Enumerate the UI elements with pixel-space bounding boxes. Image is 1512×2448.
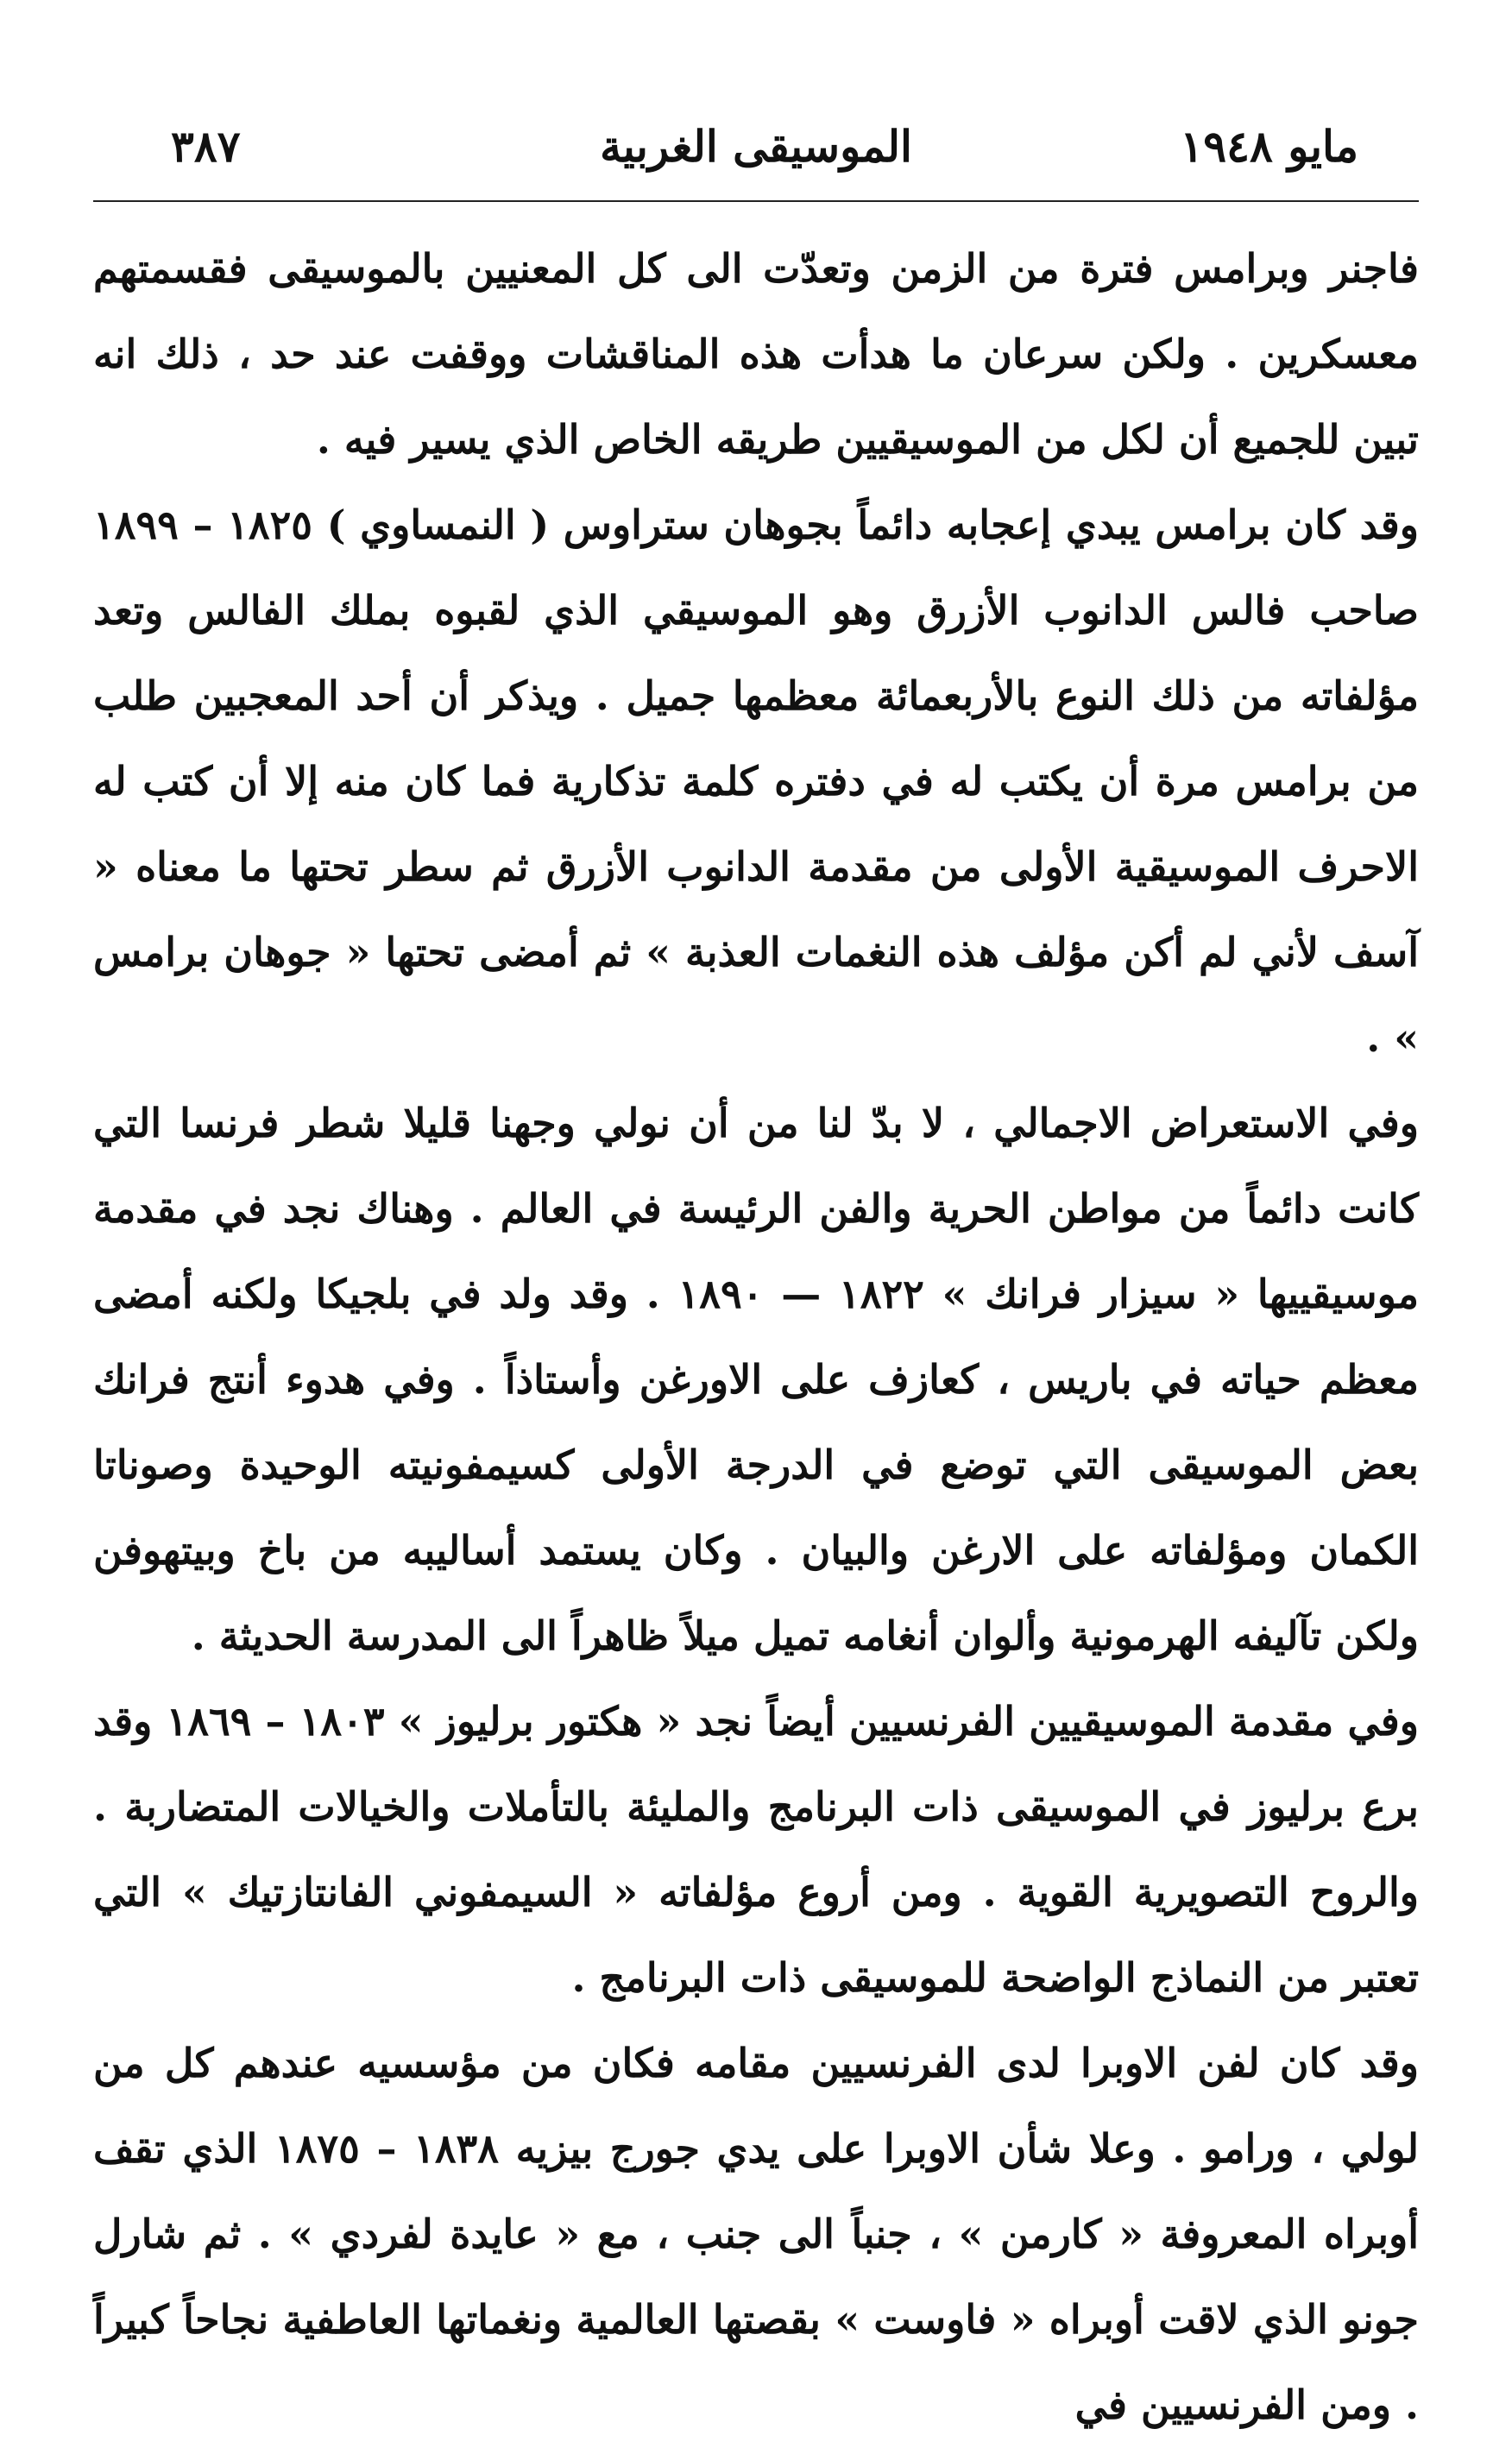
article-body <box>93 226 1419 2448</box>
header-rule <box>93 200 1419 202</box>
page-number: ٣٨٧ <box>171 121 241 172</box>
running-header <box>93 112 1419 190</box>
paragraph-5: وقد كان لفن الاوبرا لدى الفرنسيين مقامه فكان من مؤسسيه عندهم كل من لولي ، ورامو . وعلا شأن الاوبرا على يدي جورج بيزيه ١٨٣٨ – ١٨٧٥ الذي تقف أوبراه المعروفة « كارمن » ، جنباً الى جنب ، مع « عايدة لفردي » . ثم شارل جونو الذي لاقت أوبراه « فاوست » بقصتها العالمية ونغماتها العاطفية نجاحاً كبيراً . ومن الفرنسيين في <box>93 2040 1420 2428</box>
paragraph-4: وفي مقدمة الموسيقيين الفرنسيين أيضاً نجد « هكتور برليوز » ١٨٠٣ – ١٨٦٩ وقد برع برليوز في الموسيقى ذات البرنامج والمليئة بالتأملات والخيالات المتضاربة . والروح التصويرية القوية . ومن أروع مؤلفاته « السيمفوني الفانتازتيك » التي تعتبر من النماذج الواضحة للموسيقى ذات البرنامج . <box>93 1698 1420 2001</box>
header-title: الموسيقى الغربية <box>600 121 912 172</box>
header-date: مايو ١٩٤٨ <box>1180 121 1358 172</box>
paragraph-2: وقد كان برامس يبدي إعجابه دائماً بجوهان ستراوس ( النمساوي ) ١٨٢٥ – ١٨٩٩ صاحب فالس الدانوب الأزرق وهو الموسيقي الذي لقبوه بملك الفالس وتعد مؤلفاته من ذلك النوع بالأربعمائة معظمها جميل . ويذكر أن أحد المعجبين طلب من برامس مرة أن يكتب له في دفتره كلمة تذكارية فما كان منه إلا أن كتب له الاحرف الموسيقية الأولى من مقدمة الدانوب الأزرق ثم سطر تحتها ما معناه « آسف لأني لم أكن مؤلف هذه النغمات العذبة » ثم أمضى تحتها « جوهان برامس » . <box>93 502 1420 1061</box>
paragraph-1: فاجنر وبرامس فترة من الزمن وتعدّت الى كل المعنيين بالموسيقى فقسمتهم معسكرين . ولكن سرعان ما هدأت هذه المناقشات ووقفت عند حد ، ذلك انه تبين للجميع أن لكل من الموسيقيين طريقه الخاص الذي يسير فيه . <box>93 245 1419 463</box>
paragraph-3: وفي الاستعراض الاجمالي ، لا بدّ لنا من أن نولي وجهنا قليلا شطر فرنسا التي كانت دائماً من مواطن الحرية والفن الرئيسة في العالم . وهناك نجد في مقدمة موسيقييها « سيزار فرانك » ١٨٢٢ — ١٨٩٠ . وقد ولد في بلجيكا ولكنه أمضى معظم حياته في باريس ، كعازف على الاورغن وأستاذاً . وفي هدوء أنتج فرانك بعض الموسيقى التي توضع في الدرجة الأولى كسيمفونيته الوحيدة وصوناتا الكمان ومؤلفاته على الارغن والبيان . وكان يستمد أساليبه من باخ وبيتهوفن ولكن تآليفه الهرمونية وألوان أنغامه تميل ميلاً ظاهراً الى المدرسة الحديثة . <box>93 1100 1419 1659</box>
